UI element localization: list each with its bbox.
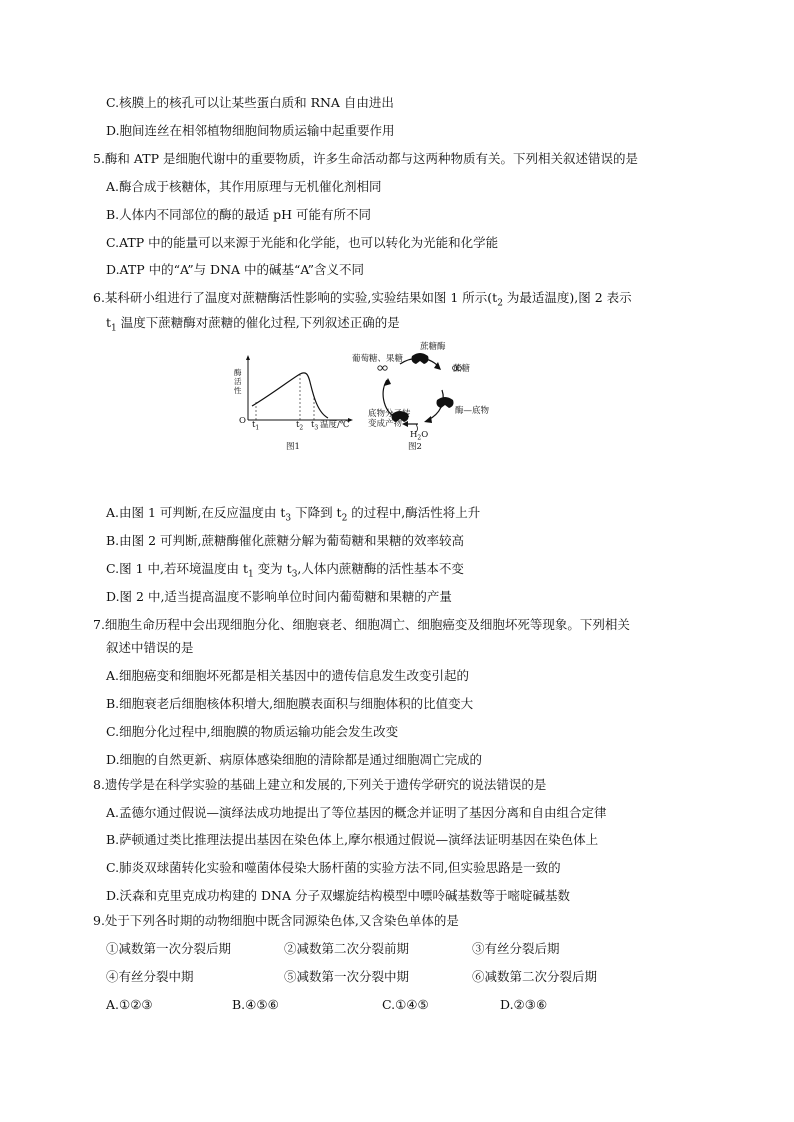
tick-sub: 1 [255,424,260,432]
q6c-text: ,人体内蔗糖酶的活性基本不变 [297,561,464,576]
fig2-enzyme-label: 蔗糖酶 [420,342,446,352]
enzyme-substrate-shape [437,397,454,408]
q8-option-d: D.沃森和克里克成功构建的 DNA 分子双螺旋结构模型中嘌呤碱基数等于嘧啶碱基数 [106,888,570,903]
fig1-activity-curve [252,373,328,418]
q6a-sub: 3 [285,513,292,524]
fructose-icon [383,366,387,370]
q6a-text: A.由图 1 可判断,在反应温度由 t [106,505,286,520]
fig2-arrow-left [384,378,391,386]
q6c-text: C.图 1 中,若环境温度由 t [106,561,248,576]
q5-option-c: C.ATP 中的能量可以来源于光能和化学能，也可以转化为光能和化学能 [106,235,499,250]
fig1-y-label: 酶活性 [234,368,242,395]
q6-option-d: D.图 2 中,适当提高温度不影响单位时间内葡萄糖和果糖的产量 [106,589,452,604]
q6-text: t [106,315,112,330]
fig2-arrow-bottom [402,421,408,427]
q9-item: ⑥减数第二次分裂后期 [472,969,598,984]
q6-sub: 2 [497,298,503,309]
q6c-text: 变为 t [253,561,292,576]
water-sub: 2 [417,434,422,442]
q9-item: ③有丝分裂后期 [472,941,560,956]
question-6-stem-line1 [93,290,632,312]
q9-item: ⑤减数第一次分裂中期 [284,969,410,984]
q6-sub: 1 [111,323,117,334]
water-o: O [421,430,429,440]
q9-item: ①减数第一次分裂后期 [106,941,232,956]
fig1-tick-t2 [296,420,303,434]
q9-choice-a: A.①②③ [106,997,153,1012]
fig1-tick-t1 [252,420,259,434]
q4-option-d: D.胞间连丝在相邻植物细胞间物质运输中起重要作用 [106,123,395,138]
fig2-products-label: 葡萄糖、果糖 [352,354,404,364]
water-h: H [410,430,418,440]
q7-option-c: C.细胞分化过程中,细胞膜的物质运输功能会发生改变 [106,724,399,739]
q7-option-a: A.细胞癌变和细胞坏死都是相关基因中的遗传信息发生改变引起的 [106,668,470,683]
q7-option-b: B.细胞衰老后细胞核体积增大,细胞膜表面积与细胞体积的比值变大 [106,696,474,711]
q9-item: ②减数第二次分裂前期 [284,941,410,956]
glucose-icon [378,366,382,370]
tick-letter: t [296,420,300,430]
q6-figures [232,338,512,454]
fig1-tick-t3 [311,420,318,434]
q4-option-c: C.核膜上的核孔可以让某些蛋白质和 RNA 自由进出 [106,95,394,110]
q9-choice-b: B.④⑤⑥ [232,997,279,1012]
tick-sub: 2 [299,424,304,432]
q6-text: 6.某科研小组进行了温度对蔗糖酶活性影响的实验,实验结果如图 1 所示(t [93,290,498,305]
q8-option-a: A.孟德尔通过假说—演绎法成功地提出了等位基因的概念并证明了基因分离和自由组合定律 [106,805,607,820]
question-6-stem-line2 [106,315,400,337]
question-8-stem: 8.遗传学是在科学实验的基础上建立和发展的,下列关于遗传学研究的说法错误的是 [93,777,547,792]
fig2-convert-label-2: 变成产物 [368,419,403,429]
q6c-sub: 3 [291,569,298,580]
q5-option-a: A.酶合成于核糖体，其作用原理与无机催化剂相同 [106,179,382,194]
q6-option-c [106,561,464,583]
q7-option-d: D.细胞的自然更新、病原体感染细胞的清除都是通过细胞凋亡完成的 [106,752,483,767]
q5-option-d: D.ATP 中的“A”与 DNA 中的碱基“A”含义不同 [106,262,364,277]
q6a-text: 的过程中,酶活性将上升 [347,505,481,520]
tick-letter: t [311,420,315,430]
enzyme-shape-top [412,353,429,364]
fig1-caption: 图1 [286,442,300,452]
question-9-stem: 9.处于下列各时期的动物细胞中既含同源染色体,又含染色单体的是 [93,913,459,928]
fig2-sucrose-label: 蔗糖 [453,364,471,374]
q6-option-b: B.由图 2 可判断,蔗糖酶催化蔗糖分解为葡萄糖和果糖的效率较高 [106,533,465,548]
q9-item: ④有丝分裂中期 [106,969,194,984]
question-7-stem-line2: 叙述中错误的是 [106,640,194,655]
tick-sub: 3 [314,424,319,432]
q6a-text: 下降到 t [291,505,342,520]
q6-option-a [106,505,480,527]
fig1-y-arrow [246,355,250,360]
q9-choice-d: D.②③⑥ [500,997,548,1012]
q9-choice-c: C.①④⑤ [382,997,429,1012]
fig2-caption: 图2 [408,442,422,452]
q6c-sub: 1 [247,569,254,580]
question-7-stem-line1: 7.细胞生命历程中会出现细胞分化、细胞衰老、细胞凋亡、细胞癌变及细胞坏死等现象。下列相关 [93,617,630,632]
fig1-origin: O [239,416,246,426]
fig2-complex-label: 酶—底物 [455,406,490,416]
q8-option-b: B.萨顿通过类比推理法提出基因在染色体上,摩尔根通过假说—演绎法证明基因在染色体上 [106,832,599,847]
fig2-convert-label-1: 底物分子转 [368,409,411,419]
tick-letter: t [252,420,256,430]
q8-option-c: C.肺炎双球菌转化实验和噬菌体侵染大肠杆菌的实验方法不同,但实验思路是一致的 [106,860,561,875]
q6-text: 为最适温度),图 2 表示 [502,290,632,305]
q5-option-b: B.人体内不同部位的酶的最适 pH 可能有所不同 [106,207,372,222]
q6-text: 温度下蔗糖酶对蔗糖的催化过程,下列叙述正确的是 [116,315,400,330]
q6a-sub: 2 [341,513,348,524]
fig2-arrow-right [424,416,432,423]
question-5-stem: 5.酶和 ATP 是细胞代谢中的重要物质，许多生命活动都与这两种物质有关。下列相关叙述错误的是 [93,151,638,166]
fig1-x-label: 温度/℃ [320,420,350,430]
